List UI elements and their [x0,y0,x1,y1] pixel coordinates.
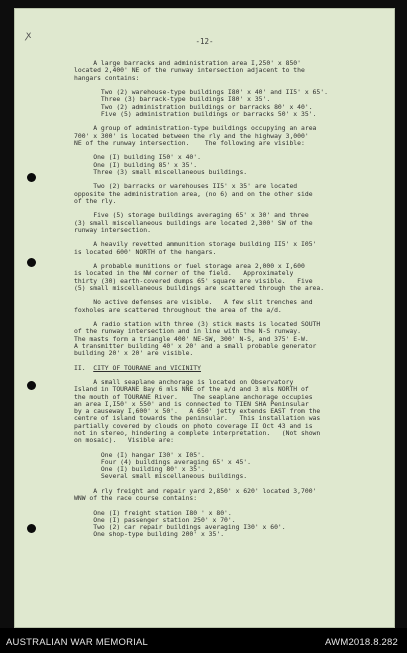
text-line: One (I) hangar I30' x I05'. [74,450,205,459]
footer-accession: AWM2018.8.282 [324,637,398,648]
section-title: CITY OF TOURANE and VICINITY [93,363,201,372]
text-line: A group of administration-type buildings occupying an area [74,124,317,133]
page-number: -12- [195,37,214,46]
paragraph [74,263,372,292]
text-line: A radio station with three (3) stick masts is located SOUTH [74,320,321,328]
text-line: on mosaic). Visible are: [74,436,175,444]
text-line: A probable munitions or fuel storage area 2,000 x I,600 [74,262,305,270]
text-line: partially covered by clouds on photo coverage II Oct 43 and is [74,421,313,430]
text-line: A transmitter building 40' x 20' and a small probable generator [74,341,317,350]
paragraph [74,452,372,481]
text-line: not in stereo, hindering a complete interpretation. (Not shown [74,428,321,437]
paragraph [74,212,372,234]
text-line: Island in TOURANE Bay 6 mls NNE of the a/d and 3 mls NORTH of [74,385,309,394]
binder-hole [27,258,36,267]
binder-hole [27,524,36,533]
paragraph [74,183,372,205]
text-line: building 20' x 20' are visible. [74,349,194,357]
text-line: is located in the NW corner of the field. Approximately [74,269,294,278]
section-number: II. [74,363,94,372]
text-line: Five (5) storage buildings averaging 65' x 30' and three [74,211,309,220]
section-heading [74,365,372,372]
text-line: The masts form a triangle 400' NE-SW, 300' N-S, and 375' E-W. [74,334,309,343]
text-line: Two (2) car repair buildings averaging I30' x 60'. [74,523,286,531]
text-line: Two (2) warehouse-type buildings I80' x 40' and II5' x 65'. [74,88,328,96]
text-line: (5) small miscellaneous buildings are scattered through the area. [74,283,325,292]
paragraph [74,241,372,256]
paragraph [74,379,372,444]
text-line: opposite the administration area, (no 6) and on the other side [74,189,313,198]
text-line: Five (5) administration buildings or barracks 50' x 35'. [74,109,317,118]
paragraph [74,321,372,357]
text-line: Two (2) administration buildings or barracks 80' x 40'. [74,102,313,111]
corner-mark: ꭗ [26,30,32,41]
binder-hole [27,381,36,390]
text-line: (3) small miscellaneous buildings are located 2,300' SW of the [74,218,313,227]
text-line: Three (3) barrack-type buildings I80' x 35'. [74,95,271,104]
paragraph [74,510,372,539]
paragraph [74,60,372,82]
text-line: One (I) building 80' x 35'. [74,465,205,473]
text-line: the mouth of TOURANE River. The seaplane anchorage occupies [74,392,313,401]
binder-hole [27,173,36,182]
text-line: A small seaplane anchorage is located on Observatory [74,378,294,386]
text-line: A heavily revetted ammunition storage building II5' x I05' [74,240,317,249]
text-line: of the runway intersection and in line with the N-S runway. [74,327,302,336]
paragraph [74,299,372,314]
text-line: foxholes are scattered throughout the area of the a/d. [74,305,282,314]
paragraph [74,89,372,118]
text-line: by a causeway I,600' x 50'. A 650' jetty extends EAST from the [74,407,321,415]
text-line: Three (3) small miscellaneous buildings. [74,167,248,176]
text-line: runway intersection. [74,225,151,234]
text-line: Four (4) buildings averaging 65' x 45'. [74,457,251,466]
text-line: One (I) building I50' x 40'. [74,153,201,162]
text-line: One (I) building 85' x 35'. [74,160,198,169]
text-line: an area I,I50' x 550' and is connected to TIEN SHA Peninsular [74,399,309,408]
text-line: thirty (30) earth-covered dumps 65' square are visible. Five [74,276,313,285]
footer-collection: AUSTRALIAN WAR MEMORIAL [6,637,149,648]
text-line: Two (2) barracks or warehouses II5' x 35' are located [74,182,298,191]
text-line: A rly freight and repair yard 2,850' x 620' located 3,700' [74,486,317,495]
text-line: Several small miscellaneous buildings. [74,472,248,481]
text-line: WNW of the race course contains: [74,494,198,502]
archive-footer [0,628,407,653]
text-line: is located 600' NORTH of the hangars. [74,247,217,256]
text-line: located 2,400' NE of the runway intersection adjacent to the [74,66,305,75]
text-line: 700' x 300' is located between the rly and the highway 3,000' [74,131,309,140]
paragraph [74,488,372,503]
text-line: No active defenses are visible. A few slit trenches and [74,298,313,307]
text-line: One (I) passenger station 250' x 70'. [74,515,236,524]
document-body [74,60,372,539]
paragraph [74,125,372,147]
text-line: hangars contains: [74,73,140,82]
text-line: One shop-type building 200' x 35'. [74,530,225,539]
text-line: One (I) freight station I80 ' x 80'. [74,508,232,517]
text-line: centre of island towards the peninsular. This installation was [74,414,321,423]
paragraph [74,154,372,176]
document-page [14,8,395,628]
text-line: of the rly. [74,196,117,205]
text-line: NE of the runway intersection. The following are visible: [74,138,305,147]
text-line: A large barracks and administration area I,250' x 850' [74,59,302,67]
